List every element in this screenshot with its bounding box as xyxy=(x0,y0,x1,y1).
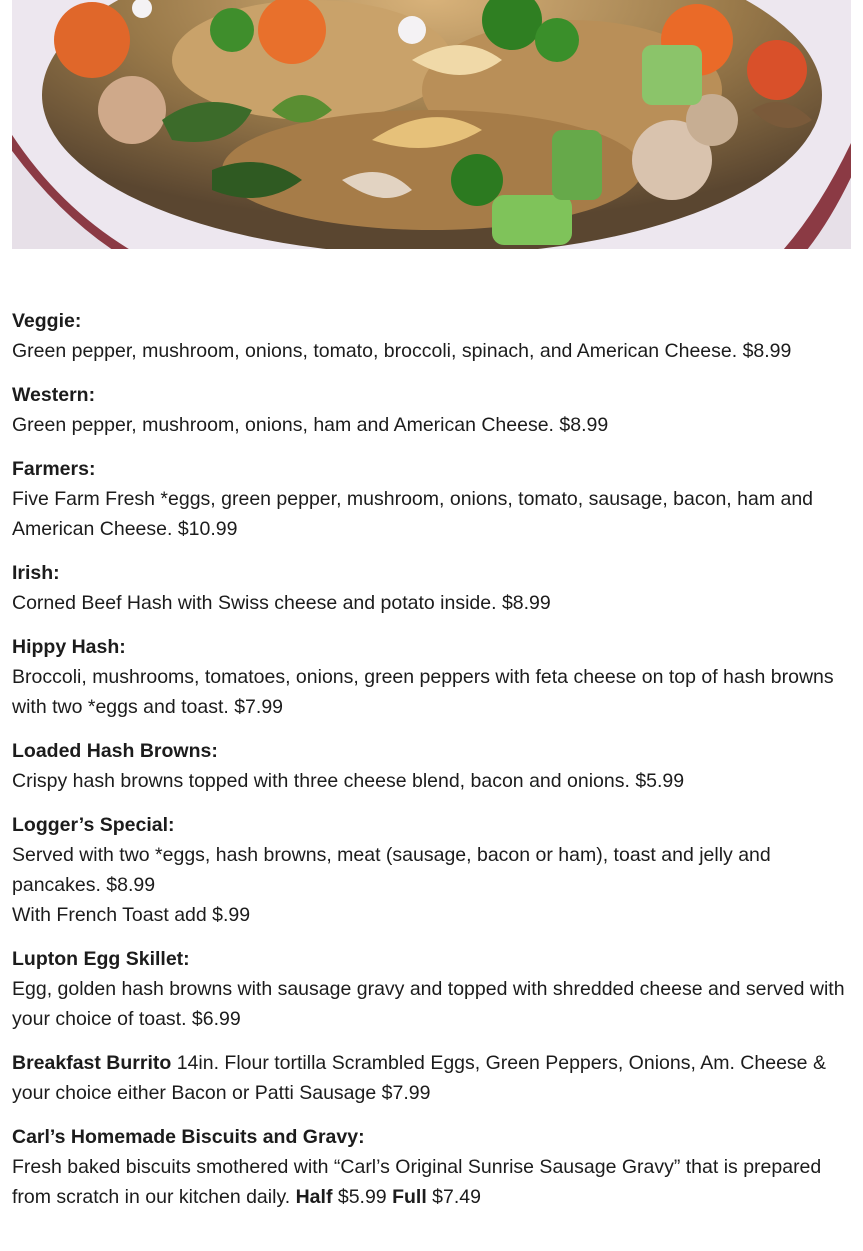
menu-item-loaded-hash-browns xyxy=(12,736,852,796)
menu-item-biscuits-gravy xyxy=(12,1122,852,1212)
item-description: Egg, golden hash browns with sausage gravy and topped with shredded cheese and served with your choice of toast. $6.99 xyxy=(12,978,845,1030)
item-description: Fresh baked biscuits smothered with “Carl’s Original Sunrise Sausage Gravy” that is prepared from scratch in our kitchen daily. xyxy=(12,1156,822,1208)
hash-browns-plate-image xyxy=(12,0,851,249)
item-description-block xyxy=(12,1152,852,1212)
item-description: Green pepper, mushroom, onions, tomato, broccoli, spinach, and American Cheese. $8.99 xyxy=(12,340,792,362)
full-label: Full xyxy=(392,1186,427,1208)
menu-item-lupton-egg-skillet xyxy=(12,944,852,1034)
item-inline-block xyxy=(12,1048,852,1108)
item-title: Veggie: xyxy=(12,310,82,332)
item-description: Five Farm Fresh *eggs, green pepper, mushroom, onions, tomato, sausage, bacon, ham and American Cheese. $10.99 xyxy=(12,488,814,540)
half-price: $5.99 xyxy=(332,1186,393,1208)
item-title: Loaded Hash Browns: xyxy=(12,740,218,762)
menu-item-veggie xyxy=(12,306,852,366)
menu-item-western xyxy=(12,380,852,440)
item-title: Lupton Egg Skillet: xyxy=(12,948,190,970)
menu-list xyxy=(12,306,852,1226)
food-photo xyxy=(12,0,851,249)
item-description: Green pepper, mushroom, onions, ham and American Cheese. $8.99 xyxy=(12,414,609,436)
menu-item-breakfast-burrito xyxy=(12,1048,852,1108)
item-title: Farmers: xyxy=(12,458,96,480)
menu-item-irish xyxy=(12,558,852,618)
item-description: Broccoli, mushrooms, tomatoes, onions, green peppers with feta cheese on top of hash browns with two *eggs and toast. $7.99 xyxy=(12,666,834,718)
full-price: $7.49 xyxy=(426,1186,481,1208)
half-label: Half xyxy=(295,1186,333,1208)
menu-item-hippy-hash xyxy=(12,632,852,722)
item-addon: With French Toast add $.99 xyxy=(12,904,251,926)
item-title: Hippy Hash: xyxy=(12,636,126,658)
menu-item-loggers-special xyxy=(12,810,852,930)
item-description: Served with two *eggs, hash browns, meat (sausage, bacon or ham), toast and jelly and pancakes. $8.99 xyxy=(12,844,771,896)
item-title: Breakfast Burrito xyxy=(12,1052,172,1074)
item-description: 14in. Flour tortilla Scrambled Eggs, Green Peppers, Onions, Am. Cheese & your choice either Bacon or Patti Sausage $7.99 xyxy=(12,1052,826,1104)
item-description: Corned Beef Hash with Swiss cheese and potato inside. $8.99 xyxy=(12,592,551,614)
item-title: Irish: xyxy=(12,562,60,584)
item-title: Logger’s Special: xyxy=(12,814,175,836)
item-title: Carl’s Homemade Biscuits and Gravy: xyxy=(12,1126,365,1148)
item-title: Western: xyxy=(12,384,96,406)
menu-item-farmers xyxy=(12,454,852,544)
item-description: Crispy hash browns topped with three cheese blend, bacon and onions. $5.99 xyxy=(12,770,685,792)
